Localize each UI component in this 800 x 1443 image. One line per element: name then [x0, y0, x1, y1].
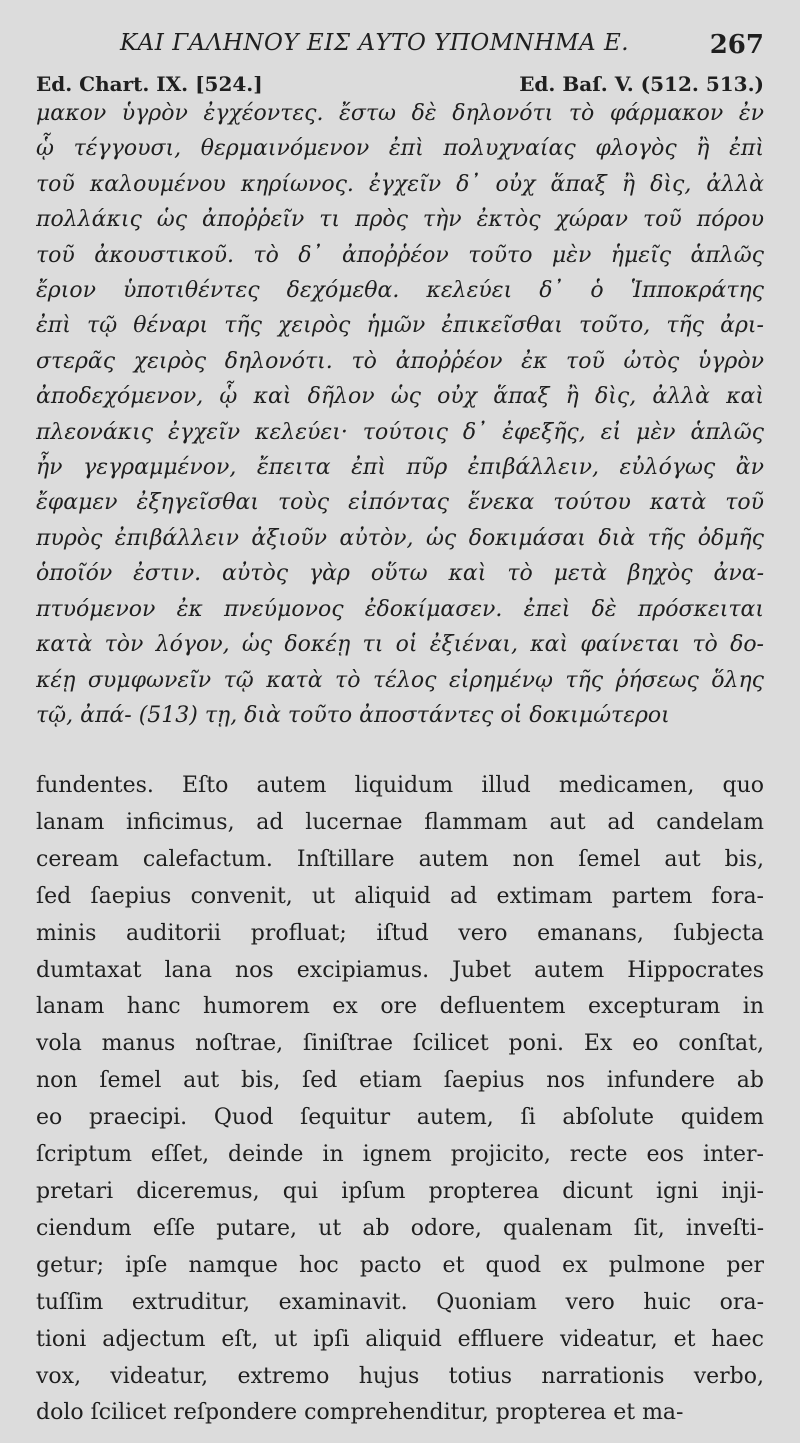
page-number: 267	[709, 30, 764, 60]
greek-text-line: ἔριον ὑποτιθέντες δεχόμεθα. κελεύει δ᾽ ὁ Ἱπποκράτης	[36, 278, 764, 304]
greek-text-line: τοῦ καλουμένου κηρίωνος. ἐγχεῖν δ᾽ οὐχ ἅπαξ ἢ δὶς, ἀλλὰ	[36, 171, 764, 197]
greek-text-line: πτυόμενον ἐκ πνεύμονος ἐδοκίμασεν. ἐπεὶ δὲ πρόσκειται	[36, 596, 764, 622]
latin-text-line: dumtaxat lana nos excipiamus. Jubet autem Hippocrates	[36, 957, 764, 983]
running-title: ΚΑΙ ΓΑΛΗΝΟΥ ΕΙΣ ΑΥΤΟ ΥΠΟΜΝΗΜΑ Ε.	[120, 30, 630, 56]
latin-text-line: vox, videatur, extremo hujus totius narrationis verbo,	[36, 1363, 764, 1389]
latin-text-line: vola manus noſtrae, ſiniſtrae ſcilicet poni. Ex eo conſtat,	[36, 1031, 764, 1057]
edition-reference-chartier: Ed. Chart. IX. [524.]	[36, 72, 263, 96]
greek-text-line: ὁποῖόν ἐστιν. αὐτὸς γὰρ οὕτω καὶ τὸ μετὰ βηχὸς ἀνα-	[36, 561, 764, 587]
greek-text-line: ἔφαμεν ἐξηγεῖσθαι τοὺς εἰπόντας ἕνεκα τούτου κατὰ τοῦ	[36, 490, 764, 516]
greek-text-line: κέῃ συμφωνεῖν τῷ κατὰ τὸ τέλος εἰρημένῳ τῆς ῥήσεως ὅλης	[36, 667, 764, 693]
latin-text-block	[36, 768, 764, 1432]
greek-text-line: μακον ὑγρὸν ἐγχέοντες. ἔστω δὲ δηλονότι τὸ φάρμακον ἐν	[36, 101, 764, 126]
latin-text-line: tuſſim extruditur, examinavit. Quoniam vero huic ora-	[36, 1289, 764, 1315]
latin-text-line: ciendum eſſe putare, ut ab odore, qualenam ſit, inveſti-	[36, 1215, 764, 1241]
latin-text-line: eo praecipi. Quod ſequitur autem, ſi abſolute quidem	[36, 1105, 764, 1131]
greek-text-line: πολλάκις ὡς ἀποῤῥεῖν τι πρὸς τὴν ἐκτὸς χώραν τοῦ πόρου	[36, 207, 764, 233]
latin-text-line: lanam hanc humorem ex ore defluentem excepturam in	[36, 994, 764, 1020]
greek-text-line: πλεονάκις ἐγχεῖν κελεύει· τούτοις δ᾽ ἐφεξῆς, εἰ μὲν ἁπλῶς	[36, 419, 764, 445]
latin-text-line: lanam inficimus, ad lucernae flammam aut ad candelam	[36, 809, 764, 835]
latin-text-line: dolo ſcilicet reſpondere comprehenditur, propterea et ma-	[36, 1400, 684, 1426]
latin-text-line: ſcriptum eſſet, deinde in ignem projicito, recte eos inter-	[36, 1142, 764, 1168]
greek-text-line: τοῦ ἀκουστικοῦ. τὸ δ᾽ ἀποῤῥέον τοῦτο μὲν ἡμεῖς ἁπλῶς	[36, 242, 764, 268]
greek-text-line: ᾧ τέγγουσι, θερμαινόμενον ἐπὶ πολυχναίας φλογὸς ἢ ἐπὶ	[36, 136, 764, 162]
greek-text-line: ἦν γεγραμμένον, ἔπειτα ἐπὶ πῦρ ἐπιβάλλειν, εὐλόγως ἂν	[36, 455, 764, 481]
latin-text-line: getur; ipſe namque hoc pacto et quod ex pulmone per	[36, 1252, 764, 1278]
greek-text-line: στερᾶς χειρὸς δηλονότι. τὸ ἀποῤῥέον ἐκ τοῦ ὠτὸς ὑγρὸν	[36, 348, 764, 374]
latin-text-line: pretari diceremus, qui ipſum propterea dicunt igni inji-	[36, 1178, 764, 1204]
edition-reference-basel: Ed. Baſ. V. (512. 513.)	[519, 72, 764, 96]
greek-text-line: ἀποδεχόμενον, ᾧ καὶ δῆλον ὡς οὐχ ἅπαξ ἢ δὶς, ἀλλὰ καὶ	[36, 384, 764, 410]
latin-text-line: ceream calefactum. Inſtillare autem non ſemel aut bis,	[36, 846, 764, 872]
greek-text-line: κατὰ τὸν λόγον, ὡς δοκέῃ τι οἱ ἐξιέναι, καὶ φαίνεται τὸ δο-	[36, 632, 764, 658]
latin-text-line: tioni adjectum eſt, ut ipſi aliquid effluere videatur, et haec	[36, 1326, 764, 1352]
greek-text-line: ἐπὶ τῷ θέναρι τῆς χειρὸς ἡμῶν ἐπικεῖσθαι τοῦτο, τῆς ἀρι-	[36, 313, 764, 339]
greek-text-line: τῷ, ἀπά- (513) τῃ, διὰ τοῦτο ἀποστάντες οἱ δοκιμώτεροι	[36, 702, 670, 728]
greek-text-line: πυρὸς ἐπιβάλλειν ἀξιοῦν αὐτὸν, ὡς δοκιμάσαι διὰ τῆς ὀδμῆς	[36, 525, 764, 551]
latin-text-line: minis auditorii profluat; iſtud vero emanans, ſubjecta	[36, 920, 764, 946]
greek-text-block	[36, 96, 764, 733]
latin-text-line: non ſemel aut bis, ſed etiam ſaepius nos infundere ab	[36, 1068, 764, 1094]
latin-text-line: fundentes. Eſto autem liquidum illud medicamen, quo	[36, 773, 764, 798]
latin-text-line: ſed ſaepius convenit, ut aliquid ad extimam partem fora-	[36, 883, 764, 909]
